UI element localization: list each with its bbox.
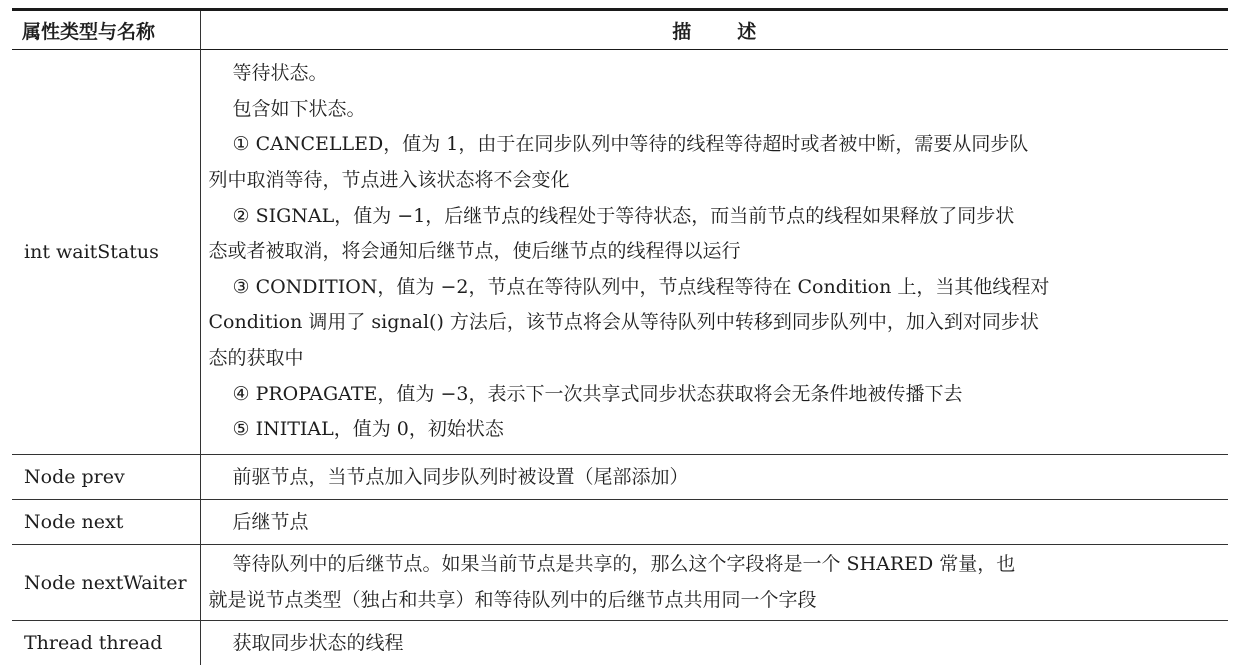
row-description <box>200 621 1228 665</box>
description-line: 态的获取中 <box>208 346 304 369</box>
table-row <box>12 50 1228 455</box>
description-line: Condition 调用了 signal() 方法后，该节点将会从等待队列中转移到同步队列中，加入到对同步状 <box>208 311 1039 334</box>
description-line: ② SIGNAL，值为 −1，后继节点的线程处于等待状态，而当前节点的线程如果释放了同步状 <box>232 204 1015 227</box>
row-description <box>200 500 1228 545</box>
row-name: Node nextWaiter <box>12 545 200 621</box>
description-line: 等待队列中的后继节点。如果当前节点是共享的，那么这个字段将是一个 SHARED 常量，也 <box>232 553 1016 575</box>
row-name: int waitStatus <box>12 50 200 455</box>
document-page <box>12 8 1228 665</box>
header-description-char-1: 描 <box>672 20 692 43</box>
description-line: 前驱节点，当节点加入同步队列时被设置（尾部添加） <box>232 466 689 488</box>
row-name: Node prev <box>12 455 200 500</box>
description-line: ③ CONDITION，值为 −2，节点在等待队列中，节点线程等待在 Condition 上，当其他线程对 <box>232 275 1050 298</box>
description-line: ⑤ INITIAL，值为 0，初始状态 <box>232 418 504 441</box>
description-line: ① CANCELLED，值为 1，由于在同步队列中等待的线程等待超时或者被中断，需要从同步队 <box>232 133 1029 156</box>
description-line: 获取同步状态的线程 <box>232 632 404 655</box>
description-line: 包含如下状态。 <box>232 97 366 120</box>
row-description <box>200 545 1228 621</box>
node-attributes-table <box>12 8 1228 665</box>
header-attribute-type-name: 属性类型与名称 <box>12 10 200 50</box>
table-row <box>12 500 1228 545</box>
row-name: Node next <box>12 500 200 545</box>
description-line: 后继节点 <box>232 511 309 533</box>
description-line: 态或者被取消，将会通知后继节点，使后继节点的线程得以运行 <box>208 240 741 263</box>
description-line: 等待状态。 <box>232 62 328 85</box>
header-description <box>200 10 1228 50</box>
description-line: 就是说节点类型（独占和共享）和等待队列中的后继节点共用同一个字段 <box>208 588 817 611</box>
row-description <box>200 50 1228 455</box>
table-header-row <box>12 10 1228 50</box>
description-line: ④ PROPAGATE，值为 −3，表示下一次共享式同步状态获取将会无条件地被传播下去 <box>232 382 963 405</box>
description-line: 列中取消等待，节点进入该状态将不会变化 <box>208 169 570 192</box>
table-row <box>12 455 1228 500</box>
table-row <box>12 545 1228 621</box>
row-name: Thread thread <box>12 621 200 665</box>
header-description-char-2: 述 <box>737 20 757 43</box>
table-row <box>12 621 1228 665</box>
row-description <box>200 455 1228 500</box>
